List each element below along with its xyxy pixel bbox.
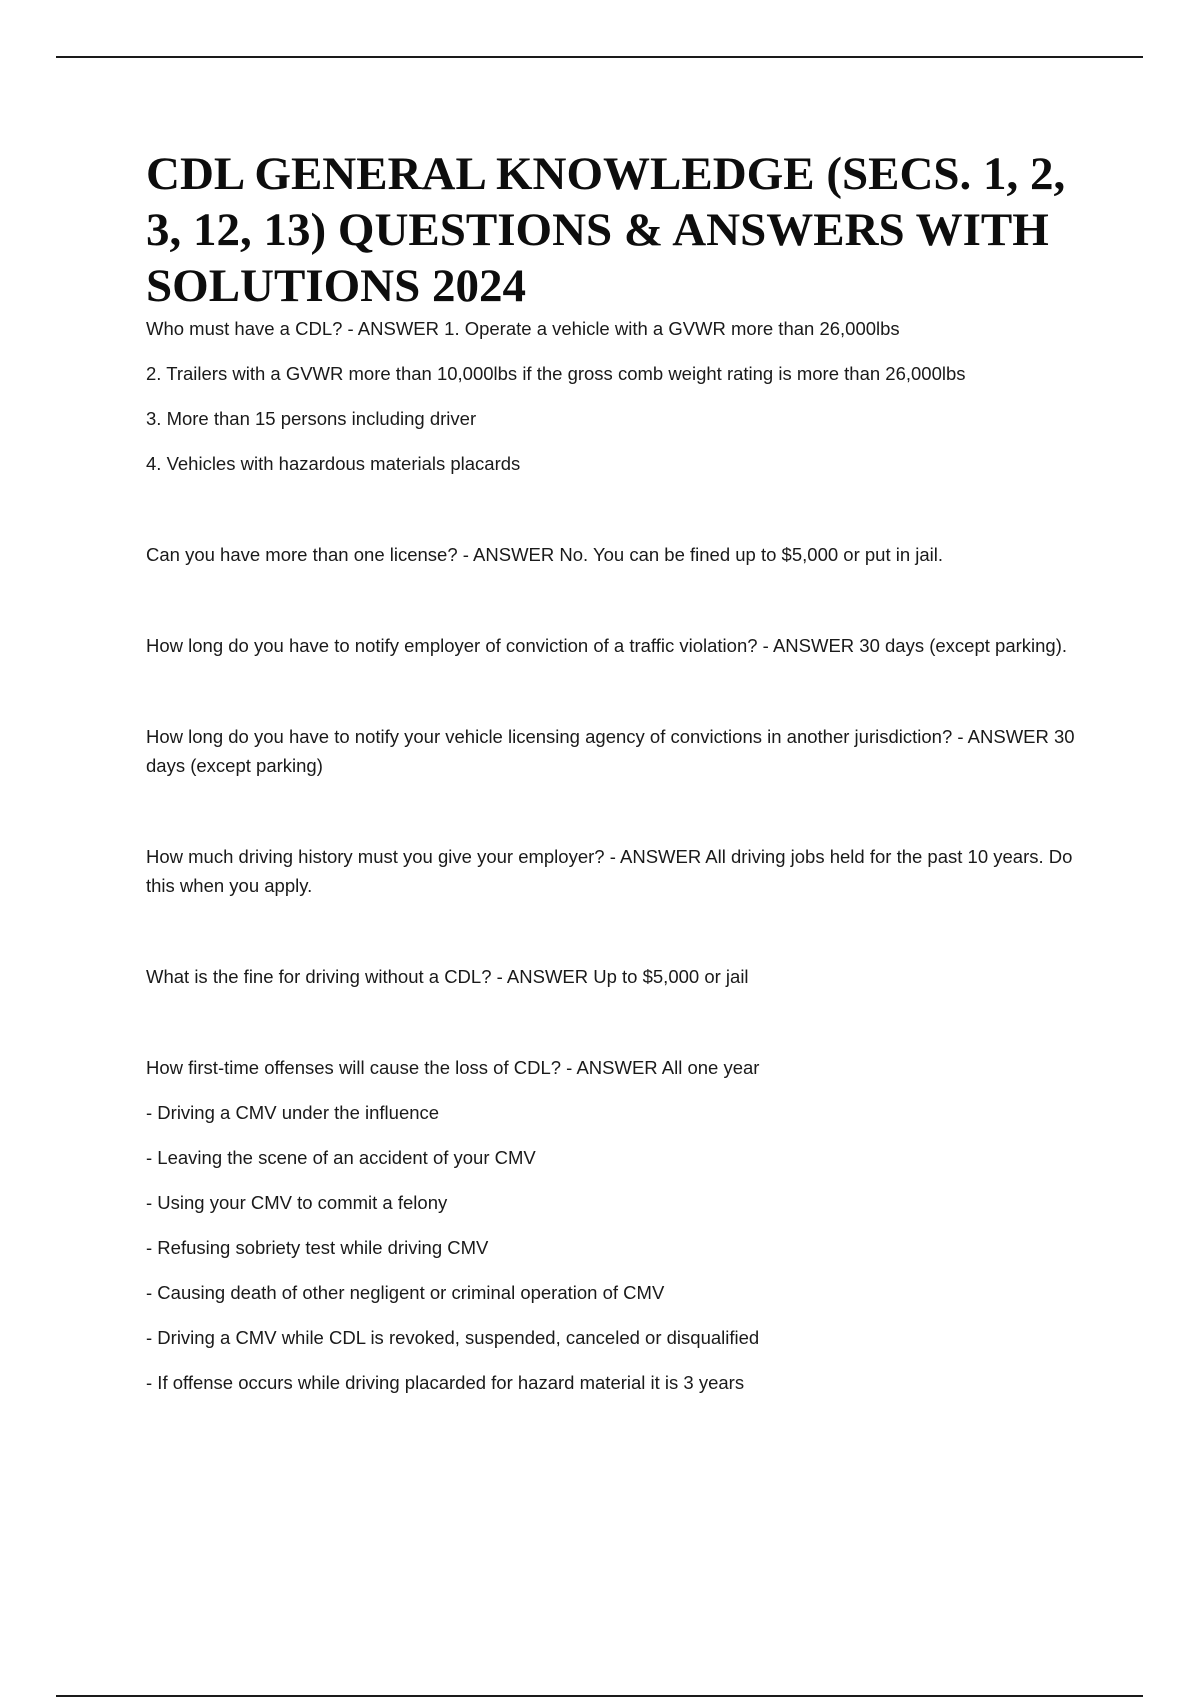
qa-line: How long do you have to notify your vehicle licensing agency of convictions in another jurisdiction? - ANSWER 30 days (except parking) xyxy=(146,726,1075,776)
bottom-rule xyxy=(56,1695,1143,1697)
qa-line: 4. Vehicles with hazardous materials placards xyxy=(146,453,521,474)
qa-line: - If offense occurs while driving placarded for hazard material it is 3 years xyxy=(146,1372,745,1393)
qa-item xyxy=(146,722,1086,780)
document-body xyxy=(146,146,1086,1397)
qa-line: What is the fine for driving without a CDL? - ANSWER Up to $5,000 or jail xyxy=(146,966,749,987)
qa-line: 2. Trailers with a GVWR more than 10,000lbs if the gross comb weight rating is more than 26,000lbs xyxy=(146,363,966,384)
qa-item xyxy=(146,540,1086,569)
qa-line: How first-time offenses will cause the loss of CDL? - ANSWER All one year xyxy=(146,1057,760,1078)
document-title: CDL GENERAL KNOWLEDGE (SECS. 1, 2, 3, 12, 13) QUESTIONS & ANSWERS WITH SOLUTIONS 2024 xyxy=(146,148,1066,312)
qa-item xyxy=(146,1053,1086,1397)
qa-line: How much driving history must you give your employer? - ANSWER All driving jobs held for the past 10 years. Do this when you apply. xyxy=(146,846,1073,896)
qa-line: Who must have a CDL? - ANSWER 1. Operate a vehicle with a GVWR more than 26,000lbs xyxy=(146,318,900,339)
qa-list xyxy=(146,314,1086,1397)
qa-line: - Leaving the scene of an accident of your CMV xyxy=(146,1147,536,1168)
qa-line: - Causing death of other negligent or criminal operation of CMV xyxy=(146,1282,665,1303)
qa-line: Can you have more than one license? - ANSWER No. You can be fined up to $5,000 or put in jail. xyxy=(146,544,944,565)
qa-line: How long do you have to notify employer of conviction of a traffic violation? - ANSWER 30 days (except parking). xyxy=(146,635,1068,656)
qa-line: - Using your CMV to commit a felony xyxy=(146,1192,448,1213)
qa-item xyxy=(146,962,1086,991)
qa-line: - Refusing sobriety test while driving CMV xyxy=(146,1237,489,1258)
qa-item xyxy=(146,314,1086,478)
top-rule xyxy=(56,56,1143,58)
qa-line: - Driving a CMV while CDL is revoked, suspended, canceled or disqualified xyxy=(146,1327,760,1348)
qa-item xyxy=(146,842,1086,900)
qa-line: 3. More than 15 persons including driver xyxy=(146,408,477,429)
qa-line: - Driving a CMV under the influence xyxy=(146,1102,440,1123)
qa-item xyxy=(146,631,1086,660)
